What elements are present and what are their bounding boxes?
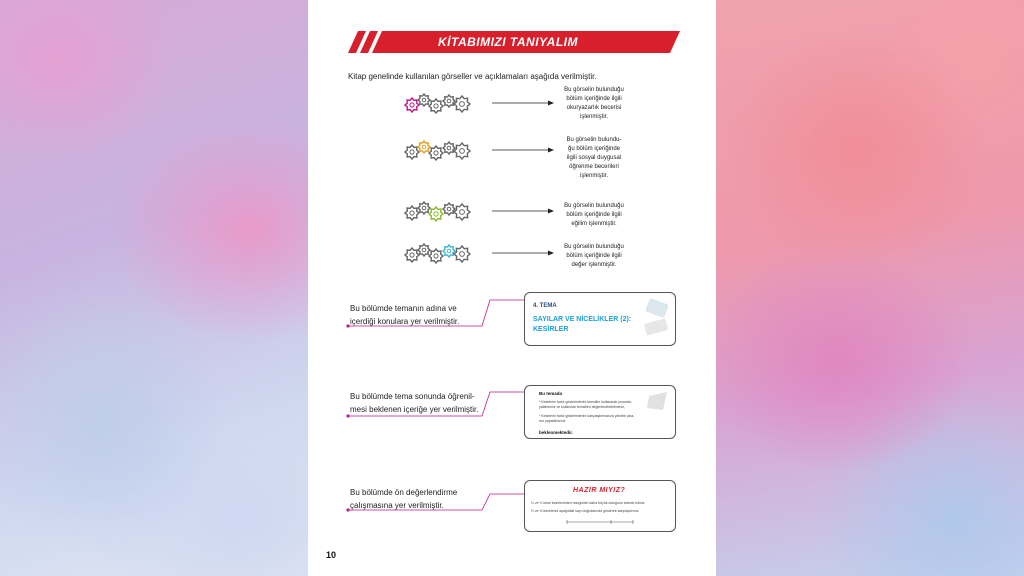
preassessment-title: HAZIR MIYIZ? [573,487,626,494]
gear-description: Bu görselin bulunduğu bölüm içeriğinde ilgili okuryazarlık becerisi işlenmiştir. [564,87,624,120]
gear-cluster-icon [404,242,484,264]
background-right [716,0,1024,576]
sample-card-preassessment [524,480,676,532]
outcomes-heading: Bu temada [539,391,563,396]
section-label-theme: Bu bölümde temanın adına ve içerdiği konulara yer verilmiştir. [350,304,460,326]
gear-description: Bu görselin bulunduğu bölüm içeriğinde ilgili değer işlenmiştir. [564,244,624,268]
outcomes-line: rım yapabilmeniz [539,419,566,423]
gear-cluster-icon [404,92,484,114]
callout-line-theme [344,296,534,336]
intro-text: Kitap genelinde kullanılan görseller ve açıklamaları aşağıda verilmiştir. [348,72,597,81]
gear-description: Bu görselin bulunduğu bölüm içeriğinde ilgili eğilim işlenmiştir. [564,203,624,227]
section-label-preassessment: Bu bölümde ön değerlendirme çalışmasına yer verilmiştir. [350,488,458,510]
book-page [308,0,716,576]
background-left [0,0,308,576]
sample-card-outcomes [524,385,676,439]
number-line-icon [565,519,635,525]
outcomes-footer: beklenmektedir. [539,430,574,435]
preassessment-question: ¼ ve ⅔ kesir kesirlerinden hangisinin daha büyük olduğunu tahmin ediniz. [531,501,646,505]
outcomes-line: * Kesirlerin farklı gösterimlerini temsiller kullanarak yorumla- [539,400,632,404]
callout-line-preassessment [344,480,534,520]
gear-cluster-icon [404,200,484,222]
outcomes-line: * Kesirlerin farklı gösterimlerini karşılaştırmanıza yönelik çıka- [539,414,635,418]
sample-card-theme [524,292,676,346]
preassessment-question: ⅓ ve ⅝ kesirlerini aşağıdaki sayı doğrularında gösterek karşılaştırınız. [531,509,640,513]
decorative-shape-icon [641,390,671,430]
gear-description: Bu görselin bulundu- ğu bölüm içeriğinde ilgili sosyal duygusal öğrenme becerileri işlenmiştir. [566,137,622,179]
page-number: 10 [326,550,337,560]
page-title: KİTABIMIZI TANIYALIM [438,35,578,49]
callout-line-outcomes [344,386,534,426]
outcomes-line: yabilmeniz ve kullanılan temsilleri değerlendirebilmeniz, [539,405,625,409]
theme-number: 4. TEMA [533,303,557,309]
theme-title: SAYILAR VE NİCELİKLER (2): KESİRLER [533,316,632,333]
gear-cluster-icon [404,139,484,161]
section-label-outcomes: Bu bölümde tema sonunda öğrenil- mesi beklenen içeriğe yer verilmiştir. [350,392,479,414]
